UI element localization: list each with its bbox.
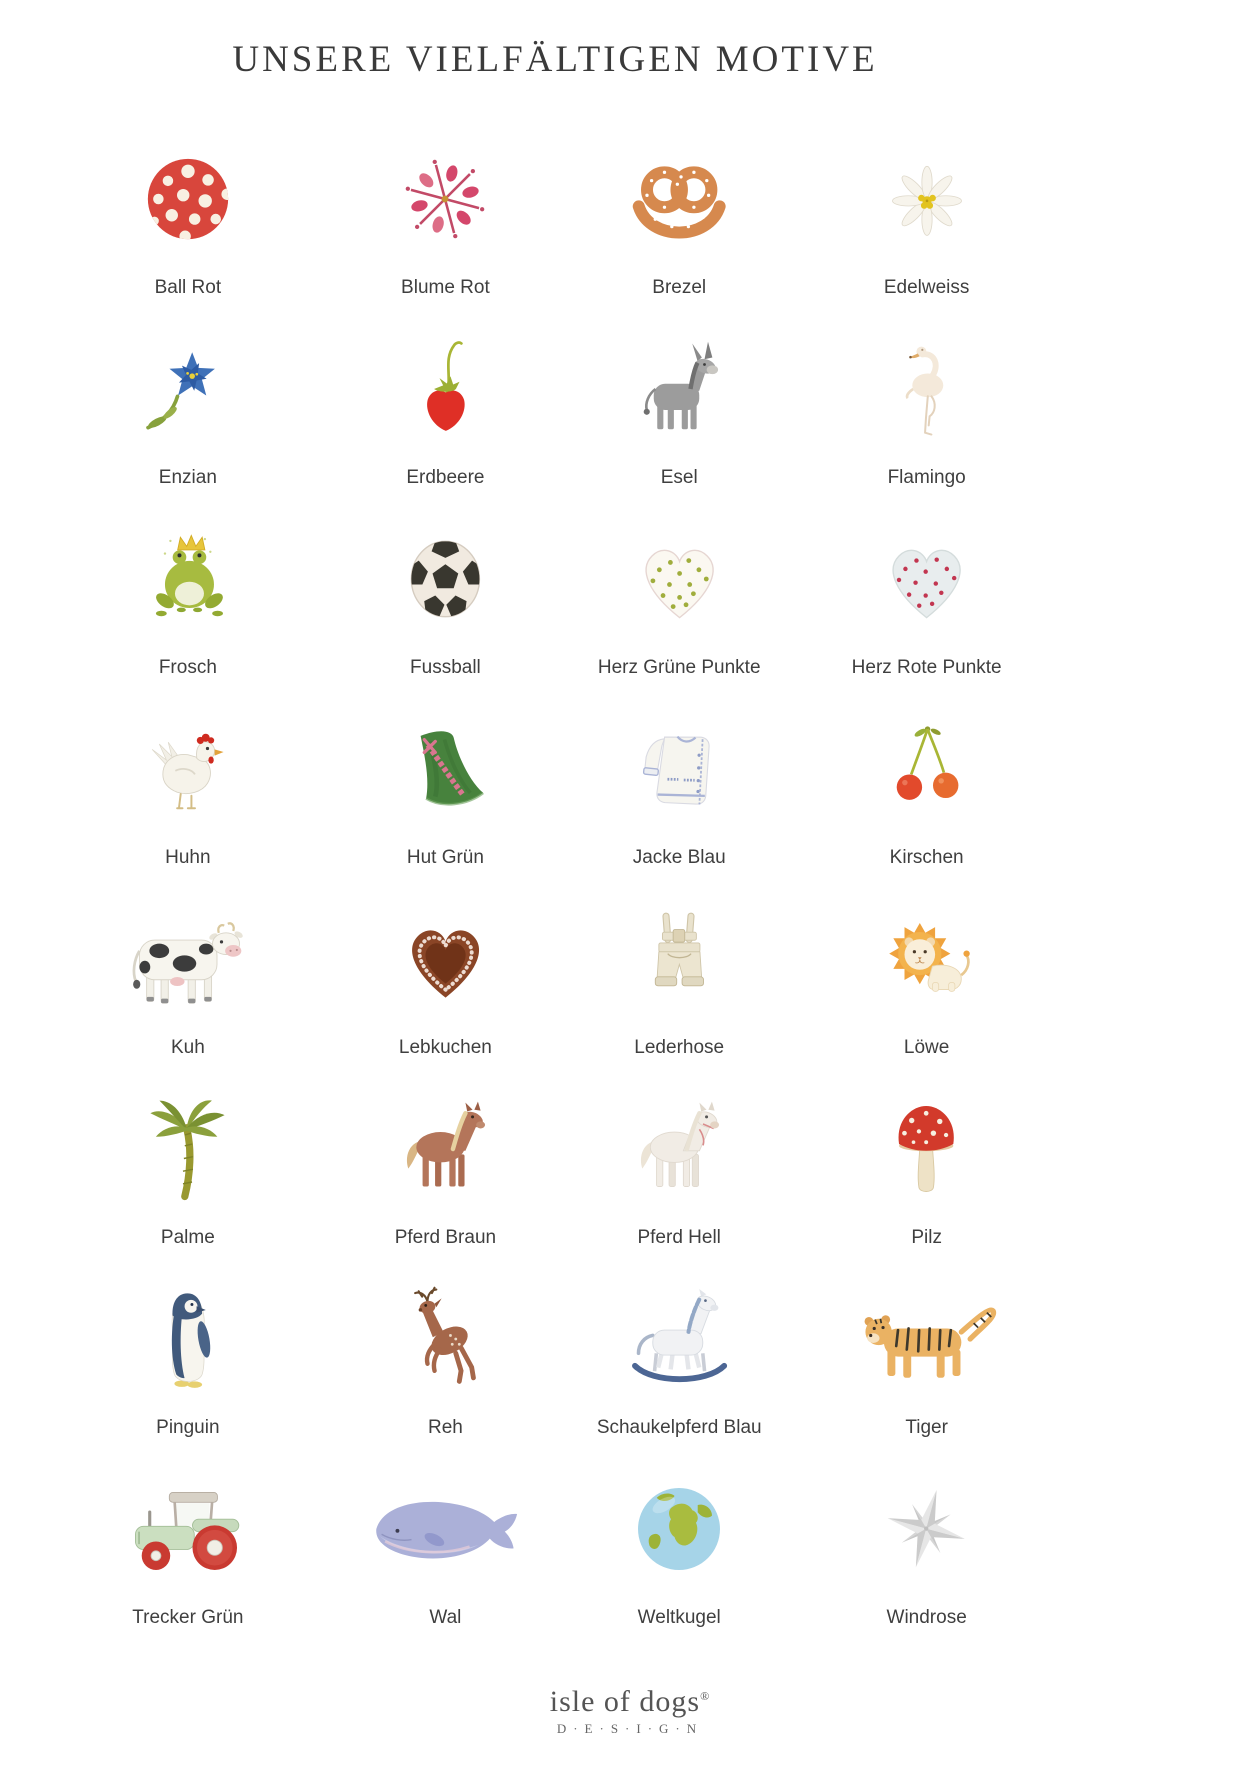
motif-label: Wal [429,1607,462,1628]
motif-label: Lebkuchen [398,1037,492,1058]
huhn-icon [50,691,326,847]
motif-cell-kuh [50,881,326,1071]
motif-cell-tiger [793,1261,1060,1451]
motif-cell-blume-rot [326,121,565,311]
motif-cell-reh [326,1261,565,1451]
motif-label: Herz Grüne Punkte [597,657,761,678]
motif-cell-herz-gruene-punkte [565,501,793,691]
motif-label: Schaukelpferd Blau [596,1417,762,1438]
motif-cell-enzian [50,311,326,501]
motif-cell-hut-gruen [326,691,565,881]
motif-label: Windrose [886,1607,967,1628]
brezel-icon [565,121,793,277]
pilz-icon [793,1071,1060,1227]
motif-cell-jacke-blau [565,691,793,881]
motif-cell-palme [50,1071,326,1261]
motif-cell-flamingo [793,311,1060,501]
frosch-icon [50,501,326,657]
motif-cell-pferd-hell [565,1071,793,1261]
enzian-icon [50,311,326,467]
windrose-icon [793,1451,1060,1607]
motif-cell-frosch [50,501,326,691]
tiger-icon [793,1261,1060,1417]
motif-label: Kirschen [889,847,964,868]
motif-cell-lebkuchen [326,881,565,1071]
lederhose-icon [565,881,793,1037]
motif-label: Hut Grün [406,847,484,868]
motif-cell-trecker-gruen [50,1451,326,1641]
motif-cell-fussball [326,501,565,691]
esel-icon [565,311,793,467]
jacke-blau-icon [565,691,793,847]
lebkuchen-icon [326,881,565,1037]
motif-label: Edelweiss [883,277,970,298]
motif-label: Esel [660,467,698,488]
ball-rot-icon [50,121,326,277]
motif-label: Flamingo [887,467,966,488]
weltkugel-icon [565,1451,793,1607]
motif-cell-loewe [793,881,1060,1071]
motif-label: Pferd Braun [394,1227,497,1248]
motif-label: Jacke Blau [632,847,726,868]
motif-label: Weltkugel [637,1607,721,1628]
hut-gruen-icon [326,691,565,847]
motif-cell-schaukelpferd-blau [565,1261,793,1451]
motif-label: Kuh [170,1037,205,1058]
motif-cell-pilz [793,1071,1060,1261]
motif-label: Löwe [903,1037,950,1058]
trecker-gruen-icon [50,1451,326,1607]
motif-label: Trecker Grün [132,1607,244,1628]
herz-rote-punkte-icon [793,501,1060,657]
motif-cell-huhn [50,691,326,881]
brand-name [0,1685,1260,1719]
motif-cell-kirschen [793,691,1060,881]
motif-label: Tiger [905,1417,948,1438]
motif-label: Brezel [652,277,707,298]
motif-label: Erdbeere [406,467,485,488]
brand-subtitle: D·E·S·I·G·N [556,1721,704,1736]
motif-label: Huhn [165,847,211,868]
page-title: UNSERE VIELFÄLTIGEN MOTIVE [232,39,878,80]
blume-rot-icon [326,121,565,277]
brand-name-text: isle of dogs [549,1685,701,1718]
reh-icon [326,1261,565,1417]
kuh-icon [50,881,326,1037]
palme-icon [50,1071,326,1227]
motif-label: Pferd Hell [637,1227,721,1248]
motif-cell-esel [565,311,793,501]
edelweiss-icon [793,121,1060,277]
motif-cell-weltkugel [565,1451,793,1641]
motif-cell-ball-rot [50,121,326,311]
registered-mark: ® [700,1689,711,1703]
pferd-hell-icon [565,1071,793,1227]
flamingo-icon [793,311,1060,467]
schaukelpferd-blau-icon [565,1261,793,1417]
brand-logo [0,1685,1260,1737]
motif-cell-edelweiss [793,121,1060,311]
motif-label: Pilz [911,1227,942,1248]
motif-label: Palme [160,1227,215,1248]
motif-label: Frosch [158,657,217,678]
motif-label: Enzian [158,467,217,488]
motif-label: Ball Rot [154,277,222,298]
loewe-icon [793,881,1060,1037]
wal-icon [326,1451,565,1607]
motif-cell-lederhose [565,881,793,1071]
erdbeere-icon [326,311,565,467]
motif-grid [50,121,1060,1641]
herz-gruene-punkte-icon [565,501,793,657]
motif-label: Reh [427,1417,463,1438]
motif-label: Blume Rot [401,277,490,298]
motif-label: Herz Rote Punkte [851,657,1002,678]
motif-cell-windrose [793,1451,1060,1641]
motif-label: Lederhose [634,1037,725,1058]
motif-cell-brezel [565,121,793,311]
motif-cell-pinguin [50,1261,326,1451]
pinguin-icon [50,1261,326,1417]
motif-cell-herz-rote-punkte [793,501,1060,691]
motif-cell-erdbeere [326,311,565,501]
pferd-braun-icon [326,1071,565,1227]
motif-cell-wal [326,1451,565,1641]
motif-label: Pinguin [156,1417,220,1438]
catalog-page [50,0,1060,1641]
kirschen-icon [793,691,1060,847]
motif-cell-pferd-braun [326,1071,565,1261]
fussball-icon [326,501,565,657]
motif-label: Fussball [410,657,481,678]
